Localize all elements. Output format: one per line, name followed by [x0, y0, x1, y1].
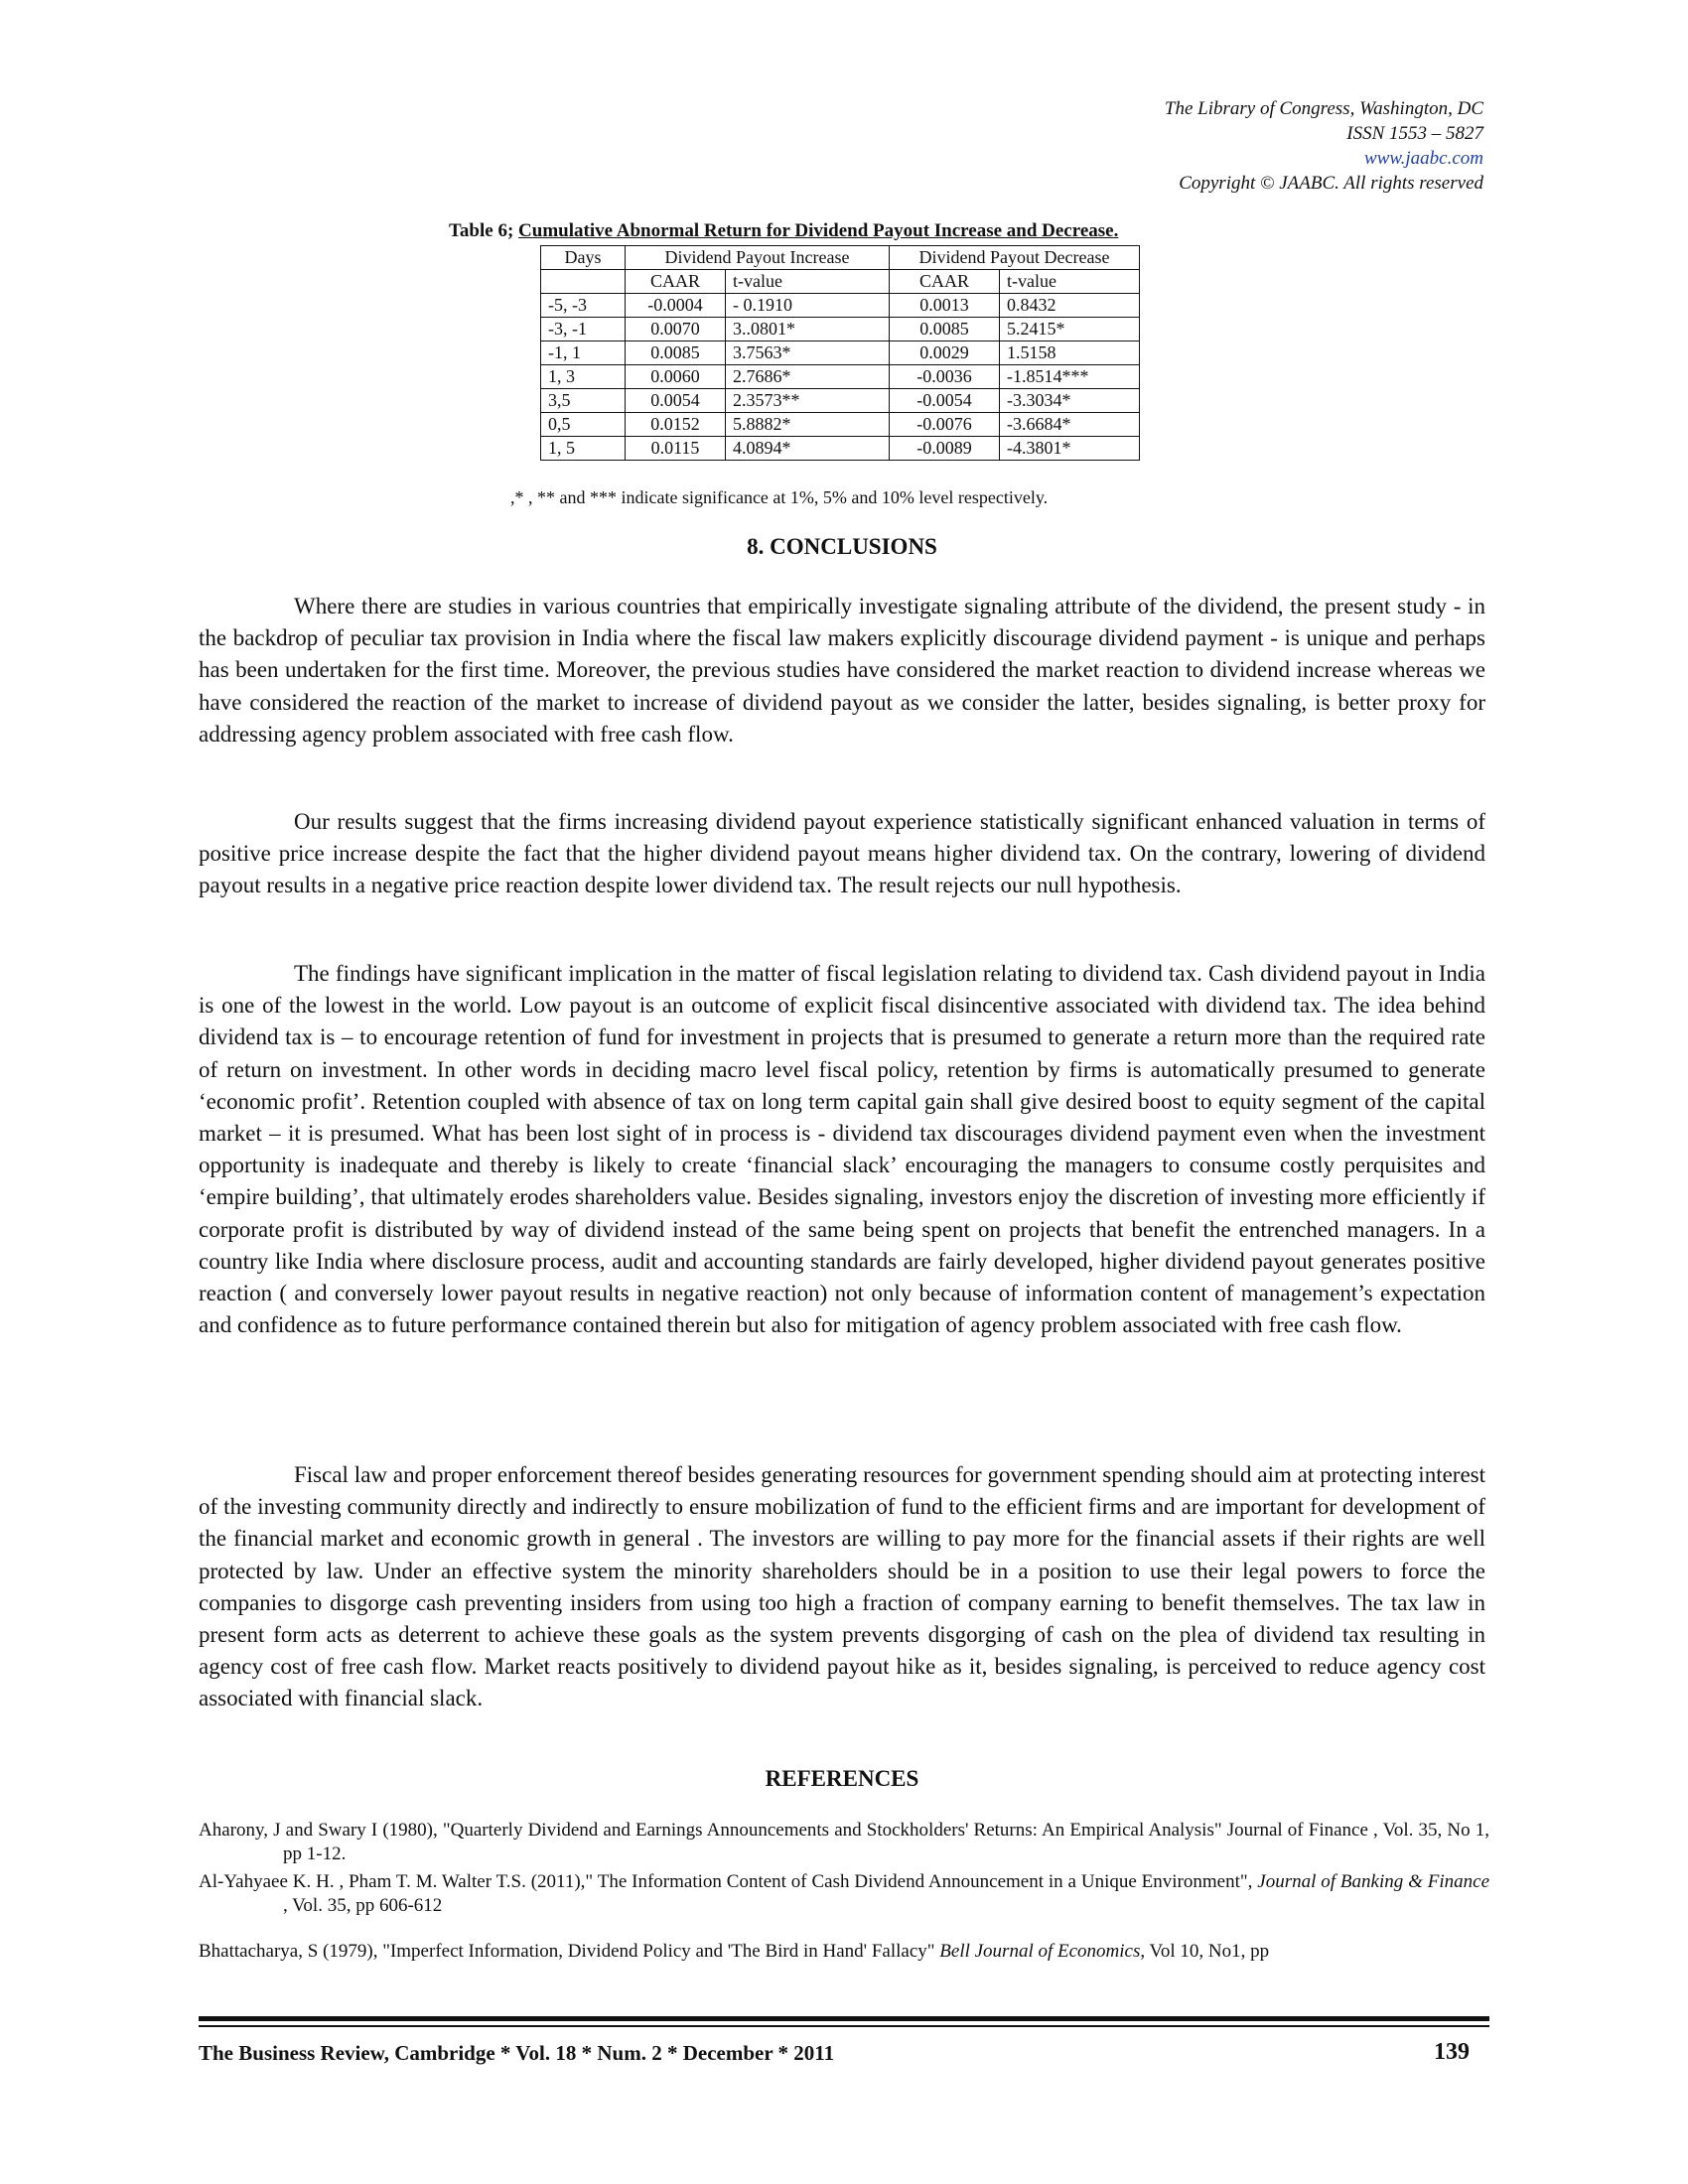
cell-days: -5, -3 — [541, 294, 626, 318]
cell-caar-decrease: 0.0085 — [890, 318, 1000, 341]
header-payout-decrease: Dividend Payout Decrease — [890, 246, 1140, 270]
table-row — [541, 318, 1140, 341]
references-heading: REFERENCES — [765, 1766, 919, 1791]
conclusions-heading: 8. CONCLUSIONS — [747, 534, 937, 559]
journal-header — [888, 96, 1483, 196]
header-website-link[interactable]: www.jaabc.com — [1364, 148, 1483, 169]
footer-thin-rule — [199, 2025, 1489, 2027]
reference-details: , Vol. 35, pp 606-612 — [283, 1895, 443, 1916]
page-number: 139 — [1434, 2039, 1470, 2065]
table-row — [541, 437, 1140, 461]
cell-days: 3,5 — [541, 389, 626, 413]
reference-item — [199, 1819, 1489, 1866]
reference-details: , Vol 10, No1, pp — [1140, 1941, 1270, 1962]
header-payout-increase: Dividend Payout Increase — [626, 246, 890, 270]
cell-tvalue-decrease: -3.3034* — [1000, 389, 1140, 413]
cell-caar-decrease: -0.0036 — [890, 365, 1000, 389]
table-row — [541, 365, 1140, 389]
table-row — [541, 413, 1140, 437]
header-library: The Library of Congress, Washington, DC — [1164, 98, 1483, 119]
cell-caar-increase: 0.0060 — [626, 365, 726, 389]
cell-tvalue-increase: 3..0801* — [726, 318, 890, 341]
cell-tvalue-increase: 5.8882* — [726, 413, 890, 437]
reference-text: Aharony, J and Swary I (1980), "Quarterly Dividend and Earnings Announcements and Stockholders' Returns: An Empirical Analysis" Journal of Finance , Vol. 35, No 1, pp 1-12. — [199, 1820, 1489, 1864]
cell-caar-increase: 0.0115 — [626, 437, 726, 461]
reference-text: Al-Yahyaee K. H. , Pham T. M. Walter T.S. (2011)," The Information Content of Cash Dividend Announcement in a Unique Environment", — [199, 1871, 1258, 1892]
cell-days: -1, 1 — [541, 341, 626, 365]
cell-caar-increase: 0.0152 — [626, 413, 726, 437]
subheader-caar-decrease: CAAR — [890, 270, 1000, 294]
cell-days: -3, -1 — [541, 318, 626, 341]
references-list — [199, 1819, 1489, 1968]
header-days: Days — [541, 246, 626, 270]
reference-journal: Journal of Banking & Finance — [1257, 1871, 1490, 1892]
subheader-empty — [541, 270, 626, 294]
footer-journal-info: The Business Review, Cambridge * Vol. 18 * Num. 2 * December * 2011 — [199, 2041, 835, 2065]
cell-days: 1, 3 — [541, 365, 626, 389]
cell-caar-increase: 0.0070 — [626, 318, 726, 341]
cell-tvalue-increase: 2.7686* — [726, 365, 890, 389]
cell-tvalue-decrease: 5.2415* — [1000, 318, 1140, 341]
conclusions-paragraph-1: Where there are studies in various countries that empirically investigate signaling attribute of the dividend, the present study - in the backdrop of peculiar tax provision in India where the fiscal law makers explicitly discourage dividend payment - is unique and perhaps has been undertaken for the first time. Moreover, the previous studies have considered the market reaction to dividend increase whereas we have considered the reaction of the market to increase of dividend payout as we consider the latter, besides signaling, is better proxy for addressing agency problem associated with free cash flow. — [199, 594, 1485, 747]
cell-caar-decrease: -0.0076 — [890, 413, 1000, 437]
cell-caar-decrease: -0.0089 — [890, 437, 1000, 461]
conclusions-paragraph-2: Our results suggest that the firms increasing dividend payout experience statistically significant enhanced valuation in terms of positive price increase despite the fact that the higher dividend payout means higher dividend tax. On the contrary, lowering of dividend payout results in a negative price reaction despite lower dividend tax. The result rejects our null hypothesis. — [199, 809, 1485, 898]
subheader-caar-increase: CAAR — [626, 270, 726, 294]
reference-item — [199, 1870, 1489, 1918]
reference-text: Bhattacharya, S (1979), "Imperfect Information, Dividend Policy and 'The Bird in Hand' Fallacy" — [199, 1941, 940, 1962]
header-issn: ISSN 1553 – 5827 — [1346, 123, 1483, 144]
table-subheader-row — [541, 270, 1140, 294]
table-header-row — [541, 246, 1140, 270]
subheader-tvalue-decrease: t-value — [1000, 270, 1140, 294]
cell-tvalue-decrease: -4.3801* — [1000, 437, 1140, 461]
table-row — [541, 389, 1140, 413]
reference-journal: Bell Journal of Economics — [939, 1941, 1141, 1962]
cell-tvalue-increase: 2.3573** — [726, 389, 890, 413]
table-row — [541, 341, 1140, 365]
table-caption-prefix: Table 6; — [449, 220, 519, 241]
cell-tvalue-increase: 3.7563* — [726, 341, 890, 365]
cell-tvalue-increase: - 0.1910 — [726, 294, 890, 318]
cell-tvalue-decrease: -1.8514*** — [1000, 365, 1140, 389]
cell-caar-increase: 0.0085 — [626, 341, 726, 365]
header-copyright: Copyright © JAABC. All rights reserved — [1179, 173, 1483, 194]
cell-caar-increase: -0.0004 — [626, 294, 726, 318]
results-table — [540, 245, 1140, 461]
cell-caar-decrease: 0.0013 — [890, 294, 1000, 318]
subheader-tvalue-increase: t-value — [726, 270, 890, 294]
reference-item — [199, 1940, 1489, 1964]
cell-days: 1, 5 — [541, 437, 626, 461]
table-caption-title: Cumulative Abnormal Return for Dividend Payout Increase and Decrease. — [518, 220, 1119, 241]
conclusions-paragraph-3: The findings have significant implication in the matter of fiscal legislation relating to dividend tax. Cash dividend payout in India is one of the lowest in the world. Low payout is an outcome of explicit fiscal disincentive associated with dividend tax. The idea behind dividend tax is – to encourage retention of fund for investment in projects that is presumed to generate a return more than the required rate of return on investment. In other words in deciding macro level fiscal policy, retention by firms is automatically presumed to generate ‘economic profit’. Retention coupled with absence of tax on long term capital gain shall give desired boost to equity segment of the capital market – it is presumed. What has been lost sight of in process is - dividend tax discourages dividend payment even when the investment opportunity is inadequate and thereby is likely to create ‘financial slack’ encouraging the managers to consume costly perquisites and ‘empire building’, that ultimately erodes shareholders value. Besides signaling, investors enjoy the discretion of investing more efficiently if corporate profit is distributed by way of dividend instead of the same being spent on projects that benefit the entrenched managers. In a country like India where disclosure process, audit and accounting standards are fairly developed, higher dividend payout generates positive reaction ( and conversely lower payout results in negative reaction) not only because of information content of management’s expectation and confidence as to future performance contained therein but also for mitigation of agency problem associated with free cash flow. — [199, 961, 1485, 1338]
cell-caar-decrease: -0.0054 — [890, 389, 1000, 413]
cell-tvalue-decrease: 1.5158 — [1000, 341, 1140, 365]
table-significance-note: ,* , ** and *** indicate significance at 1%, 5% and 10% level respectively. — [510, 487, 1049, 507]
conclusions-paragraph-4: Fiscal law and proper enforcement thereof besides generating resources for government spending should aim at protecting interest of the investing community directly and indirectly to ensure mobilization of fund to the efficient firms and are important for development of the financial market and economic growth in general . The investors are willing to pay more for the financial assets if their rights are well protected by law. Under an effective system the minority shareholders should be in a position to use their legal powers to force the companies to disgorge cash preventing insiders from using too high a fraction of company earning to benefit themselves. The tax law in present form acts as deterrent to achieve these goals as the system prevents disgorging of cash on the plea of dividend tax resulting in agency cost of free cash flow. Market reacts positively to dividend payout hike as it, besides signaling, is perceived to reduce agency cost associated with financial slack. — [199, 1462, 1485, 1711]
cell-tvalue-decrease: -3.6684* — [1000, 413, 1140, 437]
table-caption — [449, 220, 1118, 242]
cell-caar-decrease: 0.0029 — [890, 341, 1000, 365]
cell-tvalue-decrease: 0.8432 — [1000, 294, 1140, 318]
table-row — [541, 294, 1140, 318]
cell-caar-increase: 0.0054 — [626, 389, 726, 413]
footer-thick-rule — [199, 2016, 1489, 2021]
cell-tvalue-increase: 4.0894* — [726, 437, 890, 461]
cell-days: 0,5 — [541, 413, 626, 437]
